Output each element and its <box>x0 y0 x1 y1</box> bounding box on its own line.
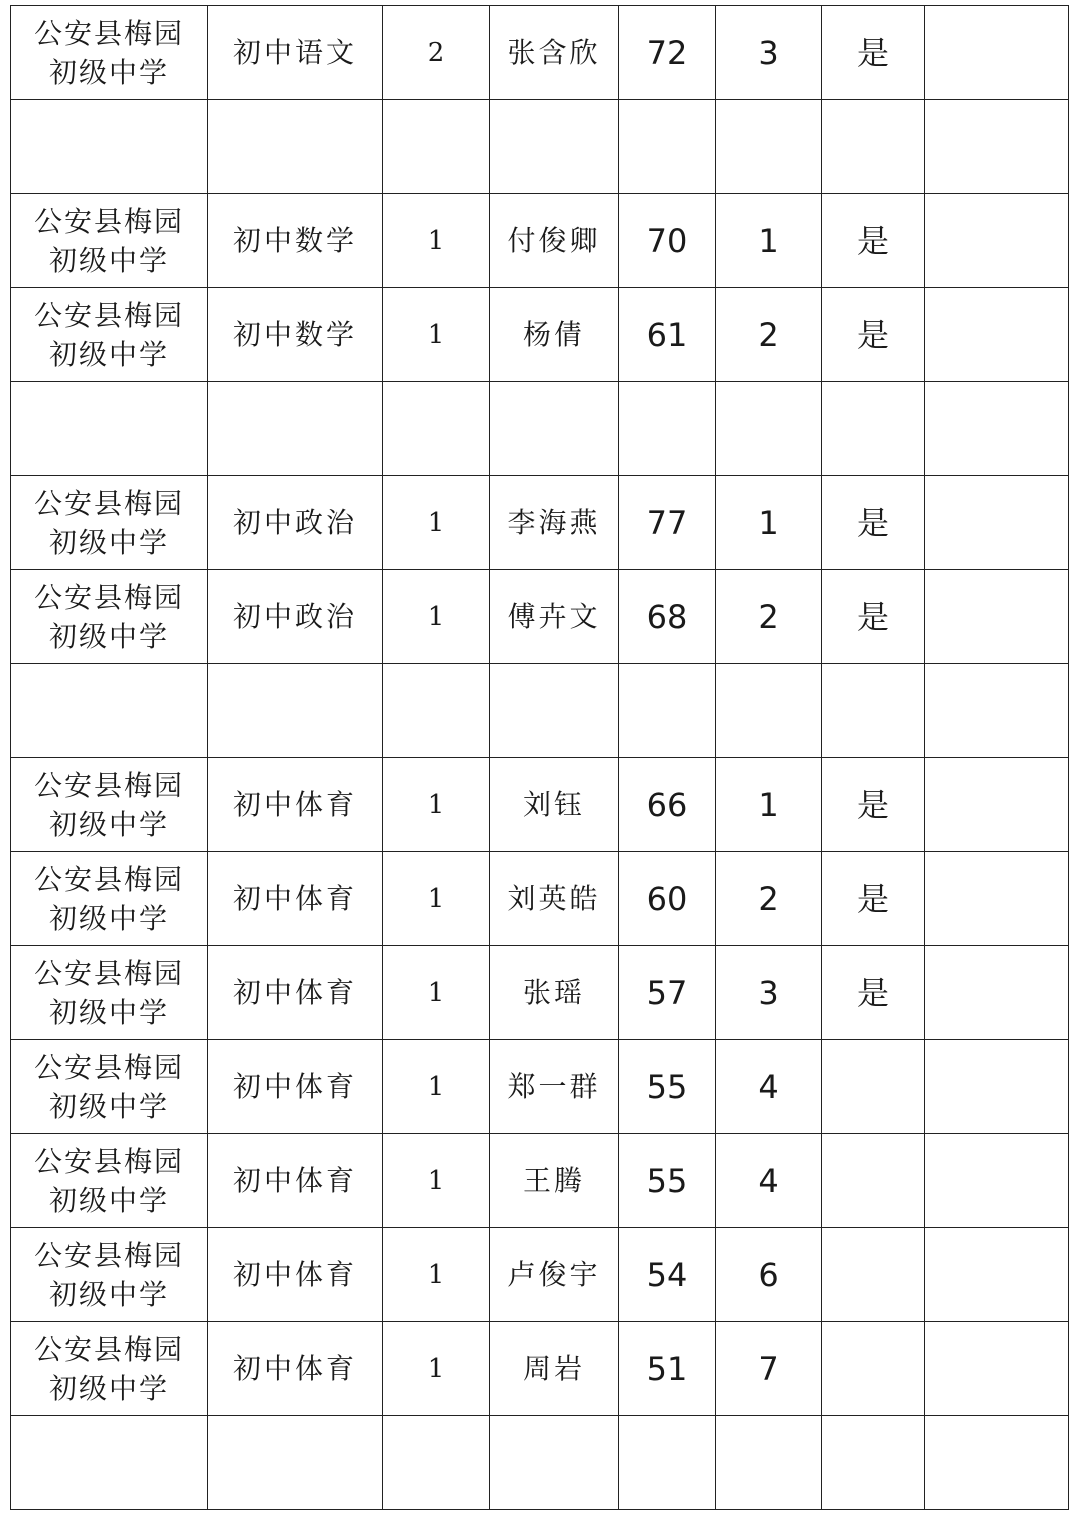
school-name-line1: 公安县梅园 <box>33 580 184 614</box>
score-cell <box>619 664 716 758</box>
candidate-name-cell: 杨倩 <box>490 288 619 382</box>
subject-cell: 初中体育 <box>208 946 383 1040</box>
qualified-cell <box>822 100 925 194</box>
subject-cell: 初中体育 <box>208 1134 383 1228</box>
blank-row <box>11 1416 1069 1510</box>
blank-row <box>11 100 1069 194</box>
rank-cell <box>716 1416 822 1510</box>
score-cell <box>619 1416 716 1510</box>
rank-cell <box>716 382 822 476</box>
quota-cell: 1 <box>383 946 490 1040</box>
qualified-cell <box>822 1134 925 1228</box>
rank-cell: 4 <box>716 1040 822 1134</box>
school-cell <box>11 852 208 946</box>
quota-cell: 1 <box>383 1228 490 1322</box>
score-cell: 61 <box>619 288 716 382</box>
school-cell <box>11 1040 208 1134</box>
school-name-line1: 公安县梅园 <box>33 1238 184 1272</box>
school-name-line2: 初级中学 <box>48 243 169 277</box>
school-name-line1: 公安县梅园 <box>33 862 184 896</box>
blank-row <box>11 664 1069 758</box>
remark-cell <box>925 6 1069 100</box>
school-name-line1: 公安县梅园 <box>33 956 184 990</box>
score-cell: 72 <box>619 6 716 100</box>
qualified-cell: 是 <box>822 6 925 100</box>
subject-cell <box>208 664 383 758</box>
candidate-name-cell: 郑一群 <box>490 1040 619 1134</box>
quota-cell: 2 <box>383 6 490 100</box>
candidate-name-cell: 刘钰 <box>490 758 619 852</box>
candidate-name-cell: 付俊卿 <box>490 194 619 288</box>
school-cell <box>11 6 208 100</box>
school-name-line2: 初级中学 <box>48 807 169 841</box>
rank-cell: 2 <box>716 288 822 382</box>
score-cell: 60 <box>619 852 716 946</box>
rank-cell: 4 <box>716 1134 822 1228</box>
subject-cell: 初中政治 <box>208 570 383 664</box>
qualified-cell <box>822 664 925 758</box>
candidate-name-cell: 周岩 <box>490 1322 619 1416</box>
rank-cell <box>716 100 822 194</box>
table-row <box>11 1322 1069 1416</box>
school-name-line2: 初级中学 <box>48 901 169 935</box>
table-row <box>11 6 1069 100</box>
school-cell <box>11 194 208 288</box>
remark-cell <box>925 1228 1069 1322</box>
school-cell <box>11 1416 208 1510</box>
score-cell: 68 <box>619 570 716 664</box>
rank-cell: 6 <box>716 1228 822 1322</box>
school-cell <box>11 288 208 382</box>
table-row <box>11 1134 1069 1228</box>
school-name-line1: 公安县梅园 <box>33 204 184 238</box>
quota-cell <box>383 1416 490 1510</box>
quota-cell: 1 <box>383 476 490 570</box>
candidate-name-cell: 张含欣 <box>490 6 619 100</box>
school-cell <box>11 1228 208 1322</box>
quota-cell: 1 <box>383 570 490 664</box>
remark-cell <box>925 1322 1069 1416</box>
score-cell: 54 <box>619 1228 716 1322</box>
quota-cell <box>383 100 490 194</box>
table-row <box>11 570 1069 664</box>
school-name-line2: 初级中学 <box>48 55 169 89</box>
school-name-line2: 初级中学 <box>48 995 169 1029</box>
subject-cell <box>208 100 383 194</box>
candidate-name-cell: 李海燕 <box>490 476 619 570</box>
remark-cell <box>925 194 1069 288</box>
candidate-name-cell <box>490 1416 619 1510</box>
school-cell <box>11 382 208 476</box>
rank-cell: 1 <box>716 476 822 570</box>
subject-cell: 初中体育 <box>208 1228 383 1322</box>
school-name-line1: 公安县梅园 <box>33 1144 184 1178</box>
score-cell: 55 <box>619 1040 716 1134</box>
quota-cell: 1 <box>383 288 490 382</box>
qualified-cell <box>822 1228 925 1322</box>
score-cell: 77 <box>619 476 716 570</box>
school-name-line2: 初级中学 <box>48 1183 169 1217</box>
subject-cell <box>208 382 383 476</box>
school-cell <box>11 570 208 664</box>
school-name-line2: 初级中学 <box>48 337 169 371</box>
school-cell <box>11 100 208 194</box>
remark-cell <box>925 570 1069 664</box>
quota-cell: 1 <box>383 1040 490 1134</box>
qualified-cell <box>822 1040 925 1134</box>
score-cell <box>619 382 716 476</box>
subject-cell: 初中体育 <box>208 1040 383 1134</box>
remark-cell <box>925 476 1069 570</box>
rank-cell: 3 <box>716 6 822 100</box>
subject-cell <box>208 1416 383 1510</box>
qualified-cell: 是 <box>822 288 925 382</box>
remark-cell <box>925 946 1069 1040</box>
table-row <box>11 1040 1069 1134</box>
table-row <box>11 758 1069 852</box>
score-cell: 57 <box>619 946 716 1040</box>
subject-cell: 初中体育 <box>208 1322 383 1416</box>
school-name-line1: 公安县梅园 <box>33 768 184 802</box>
score-cell <box>619 100 716 194</box>
remark-cell <box>925 100 1069 194</box>
school-name-line1: 公安县梅园 <box>33 16 184 50</box>
qualified-cell: 是 <box>822 570 925 664</box>
school-name-line1: 公安县梅园 <box>33 486 184 520</box>
remark-cell <box>925 382 1069 476</box>
school-name-line2: 初级中学 <box>48 525 169 559</box>
qualified-cell: 是 <box>822 758 925 852</box>
quota-cell: 1 <box>383 758 490 852</box>
remark-cell <box>925 1040 1069 1134</box>
qualified-cell: 是 <box>822 946 925 1040</box>
rank-cell: 7 <box>716 1322 822 1416</box>
school-name-line2: 初级中学 <box>48 1089 169 1123</box>
table-row <box>11 194 1069 288</box>
score-cell: 55 <box>619 1134 716 1228</box>
subject-cell: 初中政治 <box>208 476 383 570</box>
score-cell: 51 <box>619 1322 716 1416</box>
rank-cell: 1 <box>716 758 822 852</box>
score-cell: 70 <box>619 194 716 288</box>
score-cell: 66 <box>619 758 716 852</box>
subject-cell: 初中语文 <box>208 6 383 100</box>
school-cell <box>11 664 208 758</box>
school-cell <box>11 1134 208 1228</box>
school-name-line1: 公安县梅园 <box>33 298 184 332</box>
qualified-cell: 是 <box>822 476 925 570</box>
results-table <box>10 5 1069 1510</box>
table-body <box>11 6 1069 1510</box>
candidate-name-cell: 卢俊宇 <box>490 1228 619 1322</box>
table-row <box>11 1228 1069 1322</box>
candidate-name-cell: 王腾 <box>490 1134 619 1228</box>
table-row <box>11 476 1069 570</box>
qualified-cell <box>822 1416 925 1510</box>
rank-cell <box>716 664 822 758</box>
results-sheet <box>10 5 1068 1510</box>
remark-cell <box>925 664 1069 758</box>
table-row <box>11 946 1069 1040</box>
remark-cell <box>925 758 1069 852</box>
subject-cell: 初中数学 <box>208 194 383 288</box>
subject-cell: 初中体育 <box>208 852 383 946</box>
rank-cell: 2 <box>716 570 822 664</box>
remark-cell <box>925 288 1069 382</box>
remark-cell <box>925 852 1069 946</box>
school-cell <box>11 946 208 1040</box>
blank-row <box>11 382 1069 476</box>
quota-cell <box>383 664 490 758</box>
school-name-line2: 初级中学 <box>48 619 169 653</box>
candidate-name-cell: 刘英皓 <box>490 852 619 946</box>
school-cell <box>11 476 208 570</box>
school-cell <box>11 758 208 852</box>
qualified-cell <box>822 1322 925 1416</box>
qualified-cell: 是 <box>822 194 925 288</box>
school-name-line1: 公安县梅园 <box>33 1332 184 1366</box>
subject-cell: 初中数学 <box>208 288 383 382</box>
remark-cell <box>925 1416 1069 1510</box>
quota-cell: 1 <box>383 194 490 288</box>
school-name-line2: 初级中学 <box>48 1371 169 1405</box>
table-row <box>11 288 1069 382</box>
quota-cell: 1 <box>383 852 490 946</box>
quota-cell: 1 <box>383 1134 490 1228</box>
rank-cell: 3 <box>716 946 822 1040</box>
qualified-cell: 是 <box>822 852 925 946</box>
rank-cell: 2 <box>716 852 822 946</box>
table-row <box>11 852 1069 946</box>
subject-cell: 初中体育 <box>208 758 383 852</box>
school-cell <box>11 1322 208 1416</box>
candidate-name-cell: 张瑶 <box>490 946 619 1040</box>
candidate-name-cell <box>490 100 619 194</box>
rank-cell: 1 <box>716 194 822 288</box>
quota-cell: 1 <box>383 1322 490 1416</box>
remark-cell <box>925 1134 1069 1228</box>
candidate-name-cell <box>490 664 619 758</box>
quota-cell <box>383 382 490 476</box>
school-name-line2: 初级中学 <box>48 1277 169 1311</box>
qualified-cell <box>822 382 925 476</box>
candidate-name-cell <box>490 382 619 476</box>
school-name-line1: 公安县梅园 <box>33 1050 184 1084</box>
candidate-name-cell: 傅卉文 <box>490 570 619 664</box>
